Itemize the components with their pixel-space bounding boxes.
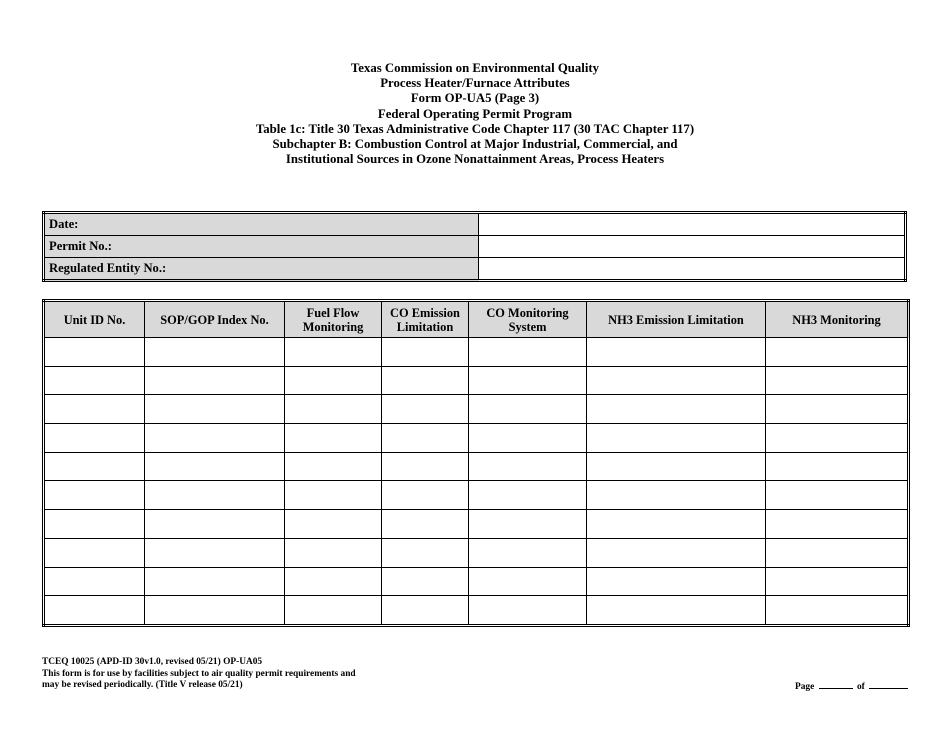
col-nh3-emission-limitation: NH3 Emission Limitation	[587, 301, 766, 338]
cell-fuel-flow-monitoring[interactable]	[285, 366, 382, 395]
regulated-entity-label: Regulated Entity No.:	[44, 258, 479, 281]
cell-unit-id[interactable]	[44, 395, 145, 424]
cell-co-monitoring-system[interactable]	[469, 596, 587, 626]
permit-no-field[interactable]	[479, 236, 906, 258]
cell-sop-gop-index[interactable]	[145, 510, 285, 539]
cell-nh3-emission-limitation[interactable]	[587, 366, 766, 395]
cell-sop-gop-index[interactable]	[145, 481, 285, 510]
page-number-field[interactable]	[819, 680, 853, 689]
col-co-monitoring-system: CO Monitoring System	[469, 301, 587, 338]
form-subject: Process Heater/Furnace Attributes	[380, 76, 570, 91]
cell-co-emission-limitation[interactable]	[382, 395, 469, 424]
cell-fuel-flow-monitoring[interactable]	[285, 596, 382, 626]
cell-co-emission-limitation[interactable]	[382, 538, 469, 567]
cell-unit-id[interactable]	[44, 596, 145, 626]
subchapter-line-1: Subchapter B: Combustion Control at Major Industrial, Commercial, and	[272, 137, 678, 152]
notice-line-1: This form is for use by facilities subject to air quality permit requirements and	[42, 668, 356, 679]
cell-sop-gop-index[interactable]	[145, 424, 285, 453]
col-unit-id: Unit ID No.	[44, 301, 145, 338]
subchapter-line-2: Institutional Sources in Ozone Nonattainment Areas, Process Heaters	[285, 152, 665, 167]
table-title: Table 1c: Title 30 Texas Administrative Code Chapter 117 (30 TAC Chapter 117)	[255, 121, 695, 136]
cell-co-monitoring-system[interactable]	[469, 481, 587, 510]
col-sop-gop-index: SOP/GOP Index No.	[145, 301, 285, 338]
date-field[interactable]	[479, 213, 906, 236]
cell-sop-gop-index[interactable]	[145, 338, 285, 367]
cell-co-emission-limitation[interactable]	[382, 452, 469, 481]
table-row	[44, 452, 909, 481]
regulated-entity-field[interactable]	[479, 258, 906, 281]
table-row	[44, 481, 909, 510]
col-fuel-flow-monitoring: Fuel Flow Monitoring	[285, 301, 382, 338]
cell-nh3-emission-limitation[interactable]	[587, 395, 766, 424]
table-row	[44, 510, 909, 539]
cell-nh3-monitoring[interactable]	[766, 596, 909, 626]
cell-nh3-monitoring[interactable]	[766, 395, 909, 424]
cell-unit-id[interactable]	[44, 567, 145, 596]
cell-fuel-flow-monitoring[interactable]	[285, 452, 382, 481]
cell-fuel-flow-monitoring[interactable]	[285, 338, 382, 367]
date-row	[44, 213, 906, 236]
table-row	[44, 395, 909, 424]
cell-co-monitoring-system[interactable]	[469, 452, 587, 481]
cell-nh3-emission-limitation[interactable]	[587, 510, 766, 539]
cell-fuel-flow-monitoring[interactable]	[285, 395, 382, 424]
cell-co-monitoring-system[interactable]	[469, 395, 587, 424]
cell-nh3-monitoring[interactable]	[766, 452, 909, 481]
form-id: TCEQ 10025 (APD-ID 30v1.0, revised 05/21) OP-UA05	[42, 657, 263, 667]
cell-co-monitoring-system[interactable]	[469, 424, 587, 453]
cell-nh3-monitoring[interactable]	[766, 538, 909, 567]
page-counter	[795, 680, 910, 694]
cell-fuel-flow-monitoring[interactable]	[285, 538, 382, 567]
cell-sop-gop-index[interactable]	[145, 596, 285, 626]
cell-co-emission-limitation[interactable]	[382, 567, 469, 596]
cell-nh3-emission-limitation[interactable]	[587, 567, 766, 596]
permit-no-label: Permit No.:	[44, 236, 479, 258]
cell-fuel-flow-monitoring[interactable]	[285, 510, 382, 539]
table-row	[44, 424, 909, 453]
cell-unit-id[interactable]	[44, 338, 145, 367]
form-number: Form OP-UA5 (Page 3)	[410, 91, 540, 106]
cell-fuel-flow-monitoring[interactable]	[285, 481, 382, 510]
table-row	[44, 596, 909, 626]
cell-nh3-emission-limitation[interactable]	[587, 538, 766, 567]
cell-nh3-emission-limitation[interactable]	[587, 338, 766, 367]
table-row	[44, 338, 909, 367]
cell-unit-id[interactable]	[44, 538, 145, 567]
cell-co-monitoring-system[interactable]	[469, 567, 587, 596]
table-body	[44, 338, 909, 626]
form-header	[0, 61, 950, 167]
cell-nh3-monitoring[interactable]	[766, 424, 909, 453]
page-total-field[interactable]	[869, 680, 908, 689]
notice-line-2: may be revised periodically. (Title V release 05/21)	[42, 680, 243, 691]
identification-table	[42, 211, 907, 282]
cell-unit-id[interactable]	[44, 452, 145, 481]
cell-co-emission-limitation[interactable]	[382, 596, 469, 626]
cell-co-emission-limitation[interactable]	[382, 424, 469, 453]
cell-co-monitoring-system[interactable]	[469, 538, 587, 567]
cell-fuel-flow-monitoring[interactable]	[285, 424, 382, 453]
of-label: of	[856, 682, 865, 692]
cell-nh3-emission-limitation[interactable]	[587, 424, 766, 453]
cell-unit-id[interactable]	[44, 510, 145, 539]
cell-nh3-monitoring[interactable]	[766, 366, 909, 395]
cell-fuel-flow-monitoring[interactable]	[285, 567, 382, 596]
cell-nh3-emission-limitation[interactable]	[587, 596, 766, 626]
cell-nh3-monitoring[interactable]	[766, 567, 909, 596]
cell-co-emission-limitation[interactable]	[382, 481, 469, 510]
col-nh3-monitoring: NH3 Monitoring	[766, 301, 909, 338]
cell-sop-gop-index[interactable]	[145, 366, 285, 395]
table-row	[44, 366, 909, 395]
cell-co-monitoring-system[interactable]	[469, 338, 587, 367]
table-row	[44, 538, 909, 567]
cell-co-monitoring-system[interactable]	[469, 510, 587, 539]
cell-sop-gop-index[interactable]	[145, 567, 285, 596]
form-footer	[42, 657, 356, 692]
col-co-emission-limitation: CO Emission Limitation	[382, 301, 469, 338]
date-label: Date:	[44, 213, 479, 236]
cell-unit-id[interactable]	[44, 481, 145, 510]
header-row	[44, 301, 909, 338]
permit-row	[44, 236, 906, 258]
entity-row	[44, 258, 906, 281]
cell-sop-gop-index[interactable]	[145, 395, 285, 424]
cell-sop-gop-index[interactable]	[145, 538, 285, 567]
cell-co-emission-limitation[interactable]	[382, 338, 469, 367]
cell-nh3-monitoring[interactable]	[766, 510, 909, 539]
attributes-table	[42, 299, 910, 627]
program-name: Federal Operating Permit Program	[377, 106, 573, 121]
cell-sop-gop-index[interactable]	[145, 452, 285, 481]
cell-nh3-monitoring[interactable]	[766, 481, 909, 510]
cell-co-emission-limitation[interactable]	[382, 366, 469, 395]
cell-unit-id[interactable]	[44, 366, 145, 395]
table-row	[44, 567, 909, 596]
page-label: Page	[795, 682, 815, 692]
cell-unit-id[interactable]	[44, 424, 145, 453]
cell-nh3-emission-limitation[interactable]	[587, 452, 766, 481]
cell-co-emission-limitation[interactable]	[382, 510, 469, 539]
cell-nh3-monitoring[interactable]	[766, 338, 909, 367]
cell-nh3-emission-limitation[interactable]	[587, 481, 766, 510]
agency-name: Texas Commission on Environmental Quality	[350, 61, 600, 75]
cell-co-monitoring-system[interactable]	[469, 366, 587, 395]
